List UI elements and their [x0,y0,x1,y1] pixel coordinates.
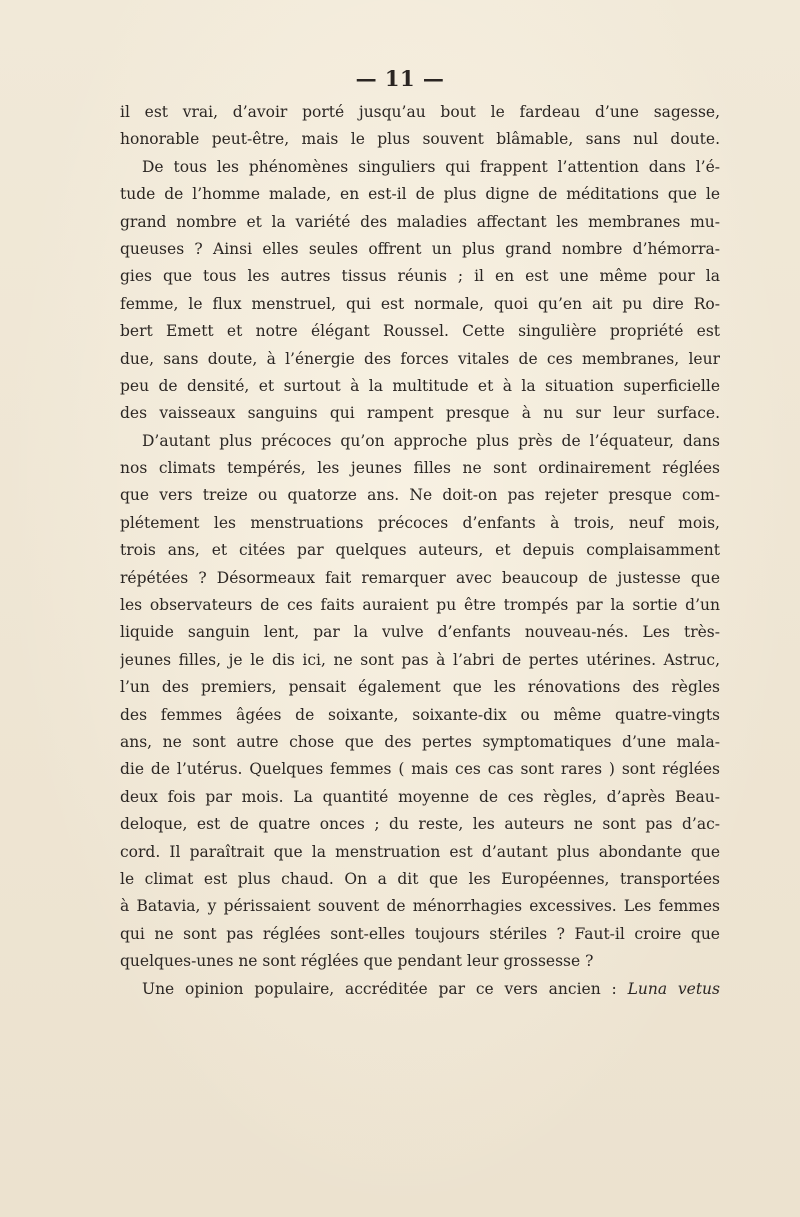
text-line-roman: Une opinion populaire, accréditée par ce vers ancien : [142,979,628,998]
text-line: à Batavia, y périssaient souvent de ménorrhagies excessives. Les femmes [120,897,720,916]
text-line: qui ne sont pas réglées sont-elles toujours stériles ? Faut-il croire que [120,924,720,943]
text-line: jeunes filles, je le dis ici, ne sont pas à l’abri de pertes utérines. Astruc, [120,650,720,669]
paragraph [120,428,720,976]
text-line: queuses ? Ainsi elles seules offrent un plus grand nombre d’hémorra- [120,239,720,258]
text-line: des vaisseaux sanguins qui rampent presque à nu sur leur surface. [120,404,720,423]
text-line: le climat est plus chaud. On a dit que les Européennes, transportées [120,869,720,888]
text-line: femme, le flux menstruel, qui est normale, quoi qu’en ait pu dire Ro- [120,294,720,313]
text-line: répétées ? Désormeaux fait remarquer avec beaucoup de justesse que [120,568,720,587]
text-line: gies que tous les autres tissus réunis ; il en est une même pour la [120,267,720,286]
paragraph [120,99,720,154]
text-line: il est vrai, d’avoir porté jusqu’au bout le fardeau d’une sagesse, [120,103,720,121]
text-line: l’un des premiers, pensait également que les rénovations des règles [120,678,720,697]
text-line: liquide sanguin lent, par la vulve d’enfants nouveau-nés. Les très- [120,623,720,642]
text-line: trois ans, et citées par quelques auteurs, et depuis complaisamment [120,541,720,560]
page-number: — 11 — [355,66,445,91]
body-text [120,99,720,1003]
text-line: peu de densité, et surtout à la multitude et à la situation superficielle [120,376,720,395]
text-line: tude de l’homme malade, en est-il de plus digne de méditations que le [120,185,720,204]
text-line: D’autant plus précoces qu’on approche plus près de l’équateur, dans [142,431,720,450]
text-line: grand nombre et la variété des maladies affectant les membranes mu- [120,212,720,231]
text-line [120,976,720,1003]
text-line: quelques-unes ne sont réglées que pendant leur grossesse ? [120,952,594,971]
text-line: deux fois par mois. La quantité moyenne de ces règles, d’après Beau- [120,787,720,806]
text-line-italic: Luna vetus [627,979,720,998]
paragraph [120,154,720,428]
text-line: die de l’utérus. Quelques femmes ( mais ces cas sont rares ) sont réglées [120,760,720,779]
text-line: cord. Il paraîtrait que la menstruation est d’autant plus abondante que [120,842,720,861]
text-line: due, sans doute, à l’énergie des forces vitales de ces membranes, leur [120,349,720,368]
text-line: De tous les phénomènes singuliers qui frappent l’attention dans l’é- [142,157,720,176]
text-line: nos climats tempérés, les jeunes filles ne sont ordinairement réglées [120,459,720,478]
text-line: les observateurs de ces faits auraient pu être trompés par la sortie d’un [120,596,720,615]
text-line: des femmes âgées de soixante, soixante-dix ou même quatre-vingts [120,705,720,724]
text-line: que vers treize ou quatorze ans. Ne doit-on pas rejeter presque com- [120,486,720,505]
text-line: plétement les menstruations précoces d’enfants à trois, neuf mois, [120,513,720,532]
text-line: honorable peut-être, mais le plus souvent blâmable, sans nul doute. [120,130,720,149]
text-line: deloque, est de quatre onces ; du reste, les auteurs ne sont pas d’ac- [120,815,720,834]
text-line: bert Emett et notre élégant Roussel. Cette singulière propriété est [120,322,720,341]
paragraph [120,976,720,1003]
text-line: ans, ne sont autre chose que des pertes symptomatiques d’une mala- [120,732,720,751]
